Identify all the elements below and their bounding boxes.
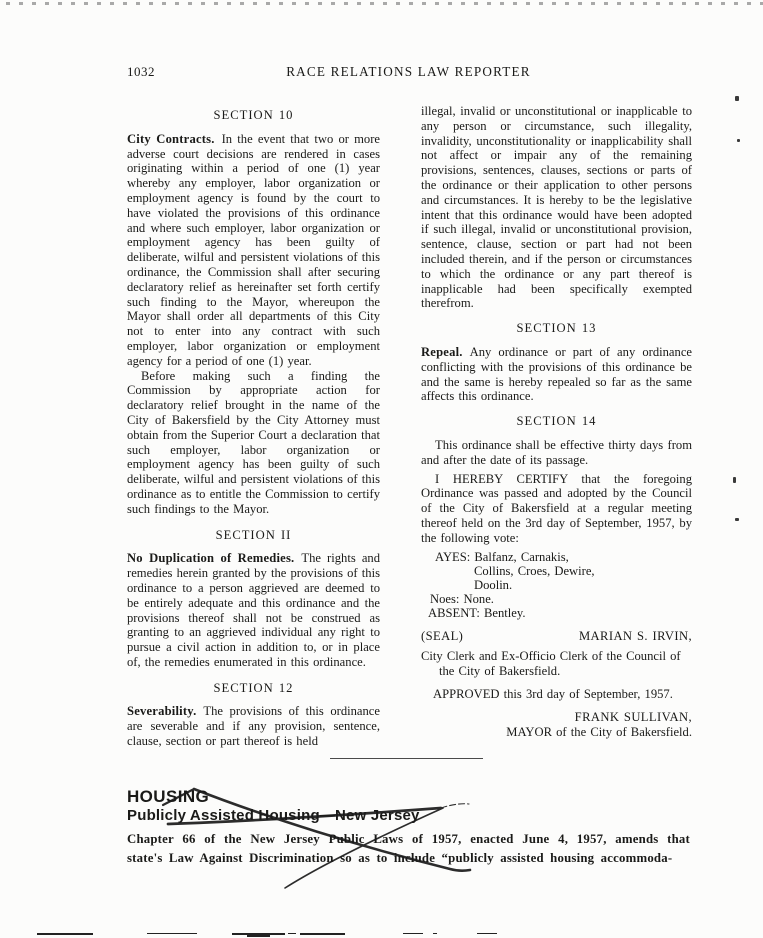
section-divider-rule bbox=[330, 758, 483, 759]
section-11-body: The rights and remedies herein granted by the provisions of this ordinance to a person aggrieved are deemed to be entirely adequate and this ordinance and the provisions thereof shall not be construed as granting to an aggrieved individual any right to pursue a civil action in addition to, or in place of, the remedies enumerated in this ordinance. bbox=[127, 551, 381, 669]
ink-speck bbox=[735, 518, 739, 521]
approved-line: APPROVED this 3rd day of September, 1957. bbox=[433, 686, 673, 701]
seal-row bbox=[421, 629, 692, 644]
scan-bottom-edge bbox=[147, 933, 197, 934]
mayor-name: FRANK SULLIVAN, bbox=[574, 709, 692, 724]
section-10-body: In the event that two or more adverse court decisions are rendered in cases originating within a period of one (1) year whereby any employer, labor organization or employment agency is found by the court to have violated the provisions of this ordinance and where such employer, labor organization or employment agency has been guilty of deliberate, wilful and persistent violations of this ordinance, the Commission shall after securing declaratory relief as hereinafter set forth certify such finding to the Mayor, whereupon the Mayor shall order all departments of this City not to enter into any contract with such employer, labor organization or employment agency for a period of one (1) year. bbox=[127, 131, 381, 368]
section-12-lead: Severability. bbox=[127, 704, 197, 719]
scan-bottom-edge bbox=[433, 933, 437, 934]
noes-line: Noes: None. bbox=[430, 592, 494, 607]
ayes-line-1: AYES: Balfanz, Carnakis, bbox=[435, 549, 569, 564]
section-14-heading: SECTION 14 bbox=[516, 414, 597, 429]
page-header bbox=[127, 64, 690, 80]
section-13-lead: Repeal. bbox=[421, 344, 463, 359]
scan-bottom-edge bbox=[37, 933, 93, 935]
scan-bottom-edge bbox=[247, 934, 270, 937]
section-13-body: Any ordinance or part of any ordinance conflicting with the provisions of this ordinance be and the same is hereby repealed so far as the same affects this ordinance. bbox=[421, 344, 692, 404]
mayor-title: MAYOR of the City of Bakersfield. bbox=[506, 724, 692, 739]
housing-paragraph: Chapter 66 of the New Jersey Public Laws of 1957, enacted June 4, 1957, amends that state's Law Against Discrimination so as to include “publicly assisted housing accommoda- bbox=[127, 832, 690, 865]
vote-record bbox=[421, 550, 692, 621]
section-12-body: The provisions of this ordinance are severable and if any provision, sentence, clause, section or part thereof is held bbox=[127, 704, 380, 749]
section-11-paragraph bbox=[127, 551, 380, 669]
ink-speck bbox=[737, 139, 740, 142]
section-10-paragraph-2: Before making such a finding the Commission by appropriate action for declaratory relief brought in the name of the City of Bakersfield by the City Attorney must obtain from the Superior Court a declaration that such employer, labor organization or employment agency has been guilty of such deliberate, wilful and persistent violations of this ordinance as to entitle the Commission to certify such findings to the Mayor. bbox=[127, 368, 380, 516]
section-13-paragraph bbox=[421, 345, 692, 404]
clerk-name: MARIAN S. IRVIN, bbox=[578, 628, 692, 643]
section-14-paragraph: This ordinance shall be effective thirty days from and after the date of its passage. bbox=[421, 437, 692, 467]
absent-line: ABSENT: Bentley. bbox=[428, 606, 526, 621]
housing-subheading: Publicly Assisted Housing—New Jersey bbox=[127, 807, 420, 824]
section-12-heading: SECTION 12 bbox=[213, 680, 294, 695]
section-10-heading: SECTION 10 bbox=[213, 108, 294, 122]
scan-bottom-edge bbox=[300, 933, 345, 935]
ayes-line-3: Doolin. bbox=[474, 577, 513, 592]
page-number: 1032 bbox=[127, 64, 155, 79]
two-column-body bbox=[127, 104, 692, 749]
ink-speck bbox=[733, 477, 736, 483]
section-11-heading: SECTION II bbox=[215, 527, 292, 542]
scan-top-edge bbox=[6, 2, 763, 5]
certification-paragraph: I HEREBY CERTIFY that the foregoing Ordinance was passed and adopted by the Council of the City of Bakersfield at a regular meeting thereof held on the 3rd day of September, 1957, by the following vote: bbox=[421, 471, 692, 545]
section-11-lead: No Duplication of Remedies. bbox=[127, 551, 295, 566]
clerk-title: City Clerk and Ex-Officio Clerk of the Council of the City of Bakersfield. bbox=[421, 649, 681, 679]
left-column bbox=[127, 104, 380, 749]
right-column bbox=[421, 104, 692, 749]
housing-section bbox=[127, 787, 690, 867]
scan-bottom-edge bbox=[477, 933, 497, 934]
section-13-heading: SECTION 13 bbox=[516, 321, 597, 336]
scan-bottom-edge bbox=[288, 933, 296, 934]
continuation-paragraph: illegal, invalid or unconstitutional or inapplicable to any person or circumstance, such illegality, invalidity, unconstitutionality or inapplicability shall not affect or impair any of the remaining provisions, sentences, clauses, sections or parts of the ordinance or their application to other persons and circumstances. It is hereby to be the legislative intent that this ordinance would have been adopted if such illegal, invalid or unconstitutional provision, sentence, clause, section or part had not been included therein, and if the person or circumstances to which the ordinance or any part thereof is inapplicable had been specifically exempted therefrom. bbox=[421, 104, 692, 311]
ink-speck bbox=[735, 96, 739, 101]
section-10-lead: City Contracts. bbox=[127, 131, 215, 146]
section-10-paragraph-1 bbox=[127, 132, 380, 369]
housing-heading: HOUSING bbox=[127, 787, 210, 806]
seal-label: (SEAL) bbox=[421, 628, 464, 643]
journal-title: RACE RELATIONS LAW REPORTER bbox=[286, 64, 531, 79]
ayes-line-2: Collins, Croes, Dewire, bbox=[474, 563, 595, 578]
section-12-paragraph bbox=[127, 704, 380, 748]
scan-bottom-edge bbox=[403, 933, 423, 934]
